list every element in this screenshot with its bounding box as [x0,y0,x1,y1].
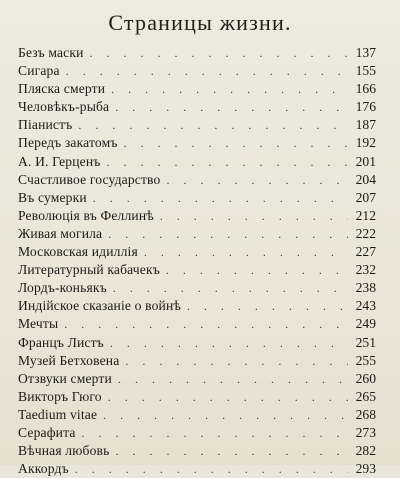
dot-leader [112,370,348,388]
page-number: 251 [355,334,376,350]
toc-entry [18,442,376,460]
entry-title: Революція въ Феллинѣ [18,207,154,223]
entry-title: Литературный кабачекъ [18,262,160,278]
entry-title: Живая могила [18,225,103,241]
entry-title: Человѣкъ-рыба [18,99,110,115]
toc-entry [18,279,376,297]
entry-title: Пляска смерти [18,81,106,97]
dot-leader [109,442,348,460]
toc-entry [18,424,376,442]
dot-leader [181,297,348,315]
toc-entry [18,297,376,315]
page-number: 155 [355,63,376,79]
page-number: 249 [355,316,376,332]
dot-leader [69,460,348,478]
page-title: Страницы жизни. [108,10,292,35]
entry-title: Московская идиллія [18,244,138,260]
entry-title: Серафита [18,424,76,440]
page-number: 176 [355,99,376,115]
page-number: 201 [355,153,376,169]
toc-entry [18,460,376,478]
page-number: 243 [355,298,376,314]
entry-title: Счастливое государство [18,171,161,187]
toc-entry [18,334,376,352]
toc-entry [18,406,376,424]
toc-entry [18,352,376,370]
entry-title: Викторъ Гюго [18,388,102,404]
dot-leader [119,352,348,370]
entry-title: Taedium vitae [18,406,98,422]
page-number: 192 [355,135,376,151]
toc-entry [18,134,376,152]
entry-title: Отзвуки смерти [18,370,112,386]
dot-leader [105,80,348,98]
page-number: 187 [355,117,376,133]
dot-leader [87,189,348,207]
page-number: 212 [355,207,376,223]
toc-entry [18,62,376,80]
entry-title: Францъ Листъ [18,334,104,350]
entry-title: Безъ маски [18,45,84,60]
entry-title: А. И. Герценъ [18,153,101,169]
dot-leader [160,171,348,189]
entry-title: Лордъ-коньякъ [18,280,107,296]
dot-leader [160,261,348,279]
page-number: 204 [355,171,376,187]
toc-entry [18,388,376,406]
page-number: 232 [355,262,376,278]
toc-entry [18,261,376,279]
toc-entry [18,189,376,207]
entry-title: Мечты [18,316,59,332]
page-number: 255 [355,352,376,368]
toc-entry [18,370,376,388]
toc-entry [18,80,376,98]
page-number: 227 [355,244,376,260]
dot-leader [104,334,348,352]
page-number: 166 [355,81,376,97]
dot-leader [58,315,348,333]
toc-entry [18,207,376,225]
page-number: 293 [355,461,376,477]
page-number: 238 [355,280,376,296]
dot-leader [76,424,348,442]
dot-leader [72,116,348,134]
entry-title: Индійское сказаніе о войнѣ [18,298,181,314]
dot-leader [118,134,348,152]
page-number: 207 [355,189,376,205]
entry-title: Вѣчная любовь [18,443,110,459]
dot-leader [109,98,348,116]
dot-leader [138,243,348,261]
dot-leader [102,225,348,243]
toc-entry [18,44,376,62]
toc-entry [18,243,376,261]
page-number: 273 [355,424,376,440]
toc-entry [18,116,376,134]
entry-title: Піанистъ [18,117,73,133]
toc-entry [18,171,376,189]
page-number: 260 [355,370,376,386]
toc-entry [18,98,376,116]
dot-leader [100,153,348,171]
page-number: 268 [355,406,376,422]
entry-title: Въ сумерки [18,189,87,205]
page-number: 222 [355,225,376,241]
dot-leader [97,406,348,424]
page-number: 265 [355,388,376,404]
entry-title: Передъ закатомъ [18,135,118,151]
dot-leader [154,207,348,225]
page-number: 137 [355,45,376,60]
table-of-contents [18,44,376,478]
entry-title: Аккордъ [18,461,69,477]
page-number: 282 [355,443,376,459]
dot-leader [107,279,348,297]
entry-title: Музей Бетховена [18,352,120,368]
toc-entry [18,153,376,171]
dot-leader [84,44,348,62]
dot-leader [102,388,348,406]
toc-entry [18,315,376,333]
entry-title: Сигара [18,63,60,79]
toc-entry [18,225,376,243]
dot-leader [60,62,348,80]
